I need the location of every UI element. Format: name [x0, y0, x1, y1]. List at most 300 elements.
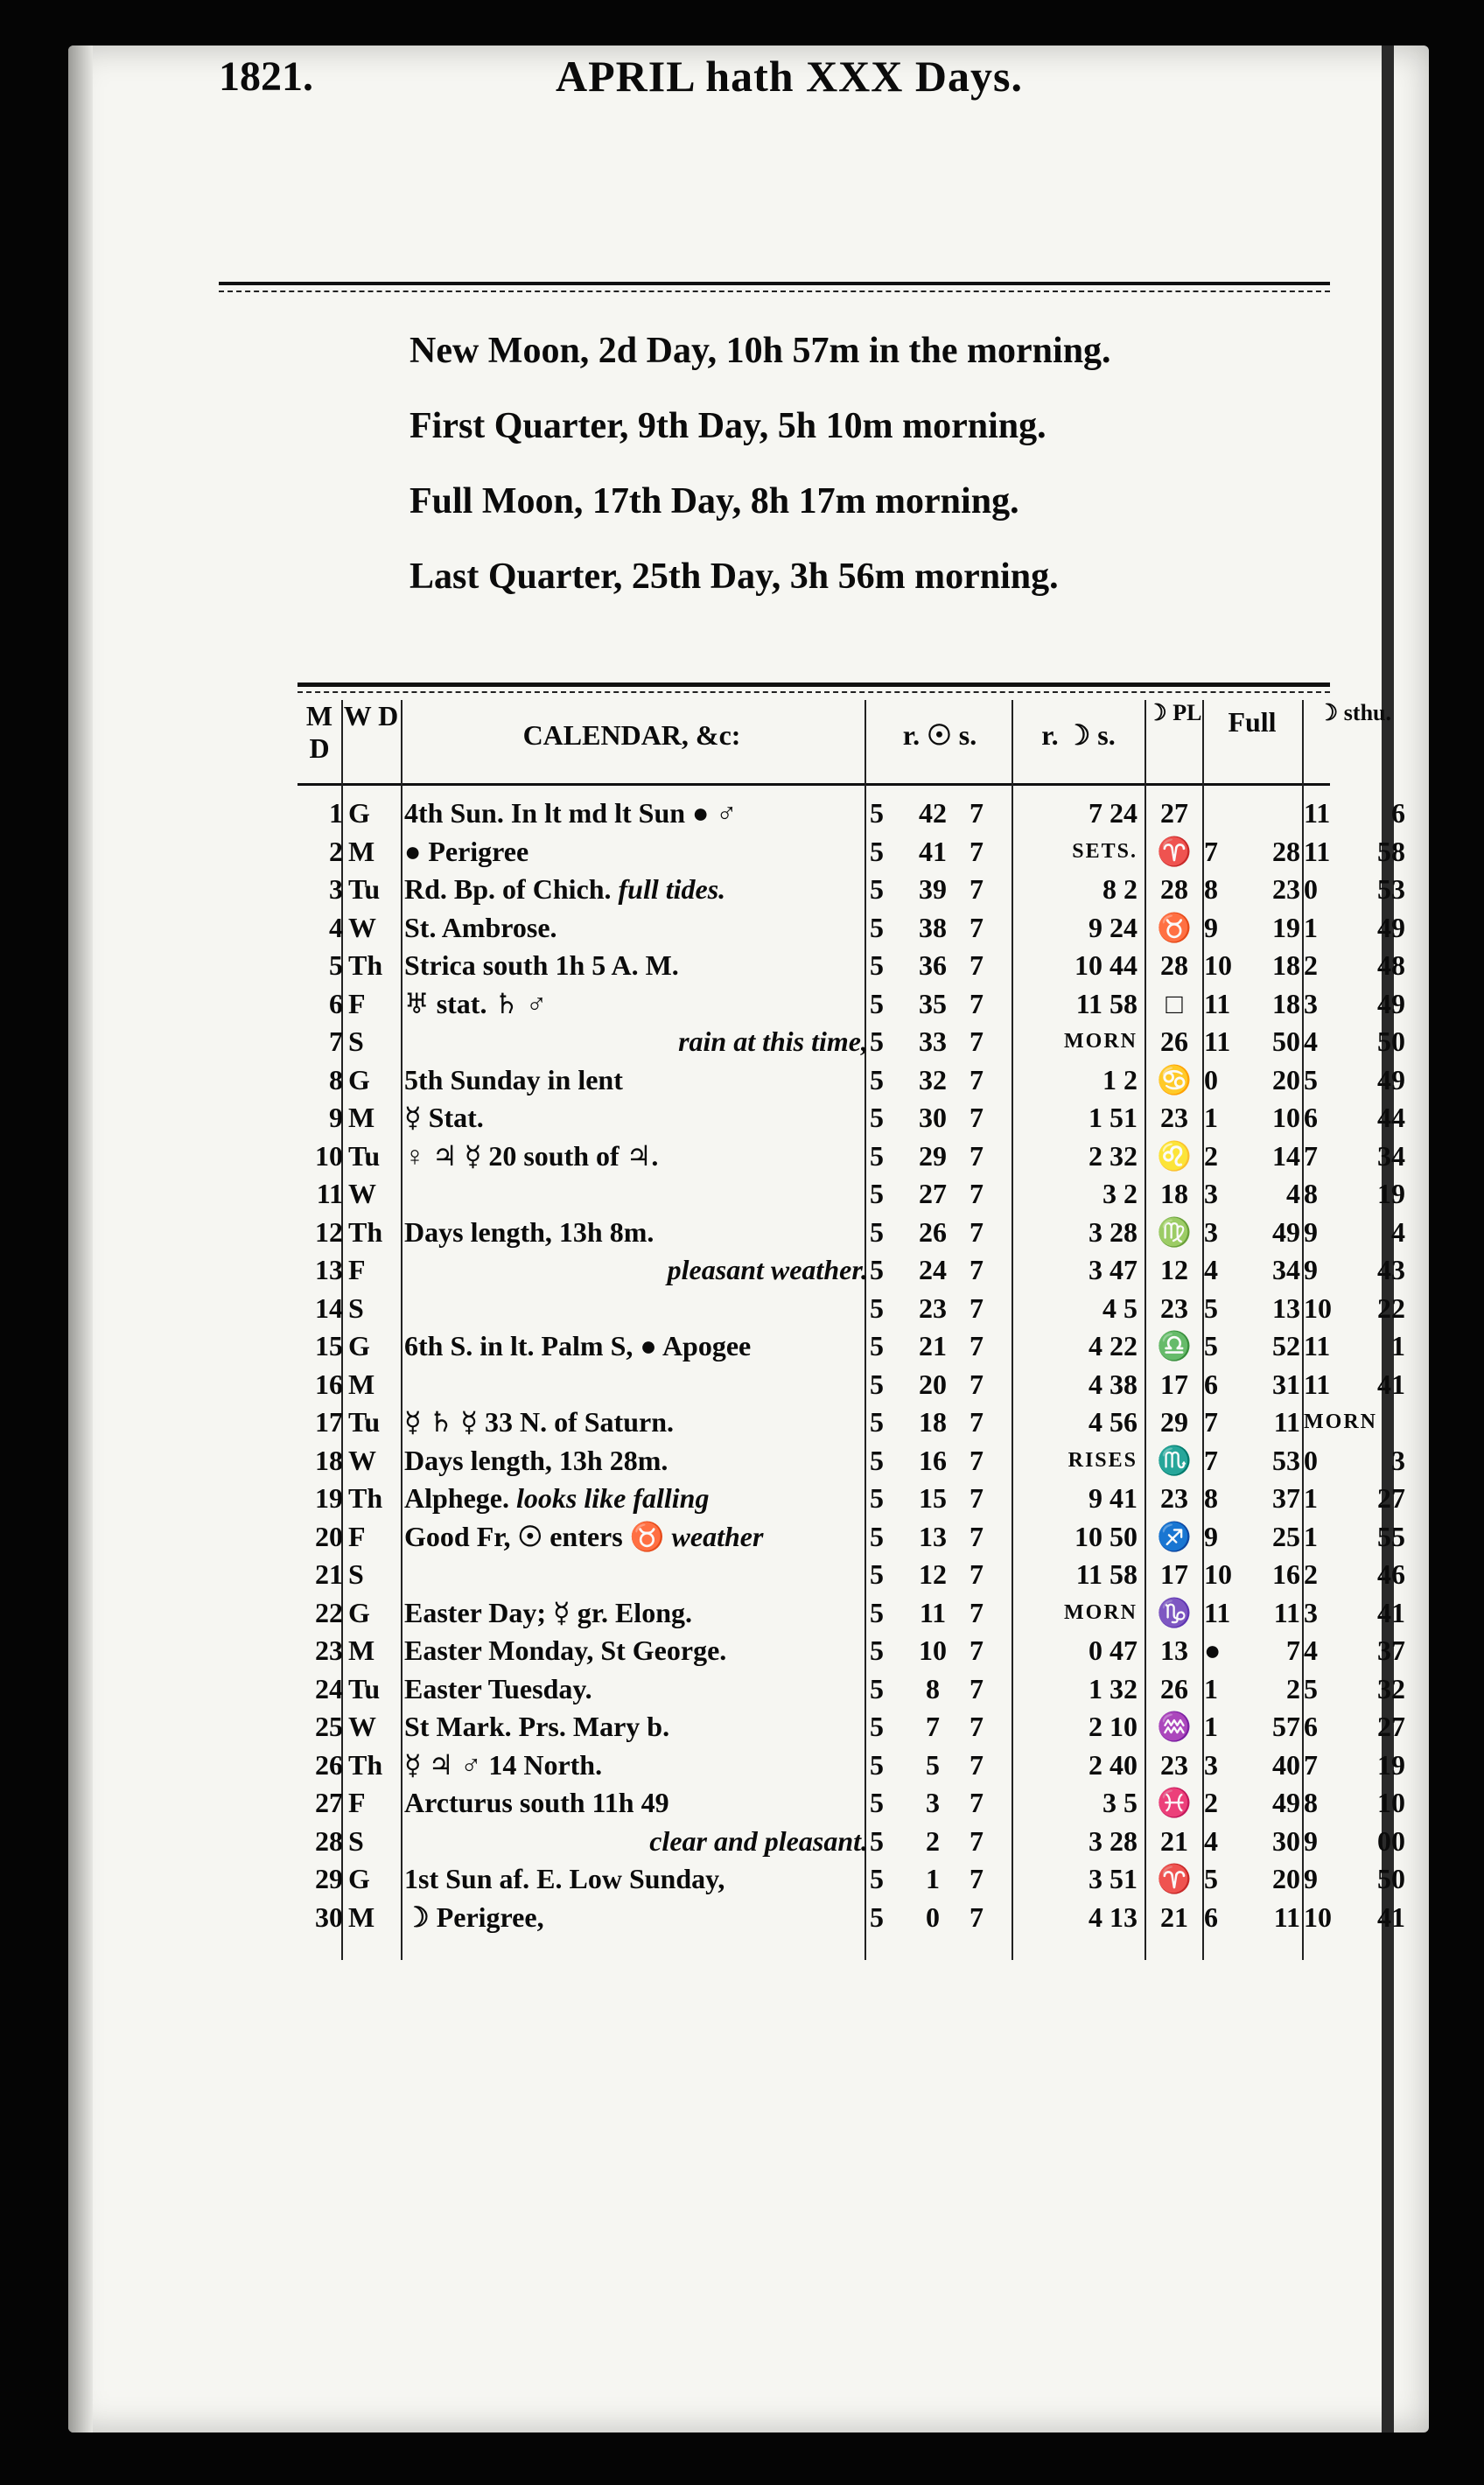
cell-ssh: 7 — [970, 949, 984, 981]
cell-wd: Th — [348, 1748, 383, 1781]
cell-fm: 50 — [1272, 1026, 1300, 1057]
table-row — [0, 1708, 1484, 1746]
cell-fh: 5 — [1204, 1292, 1218, 1324]
cell-wd: W — [348, 1444, 376, 1476]
cell-sm: 34 — [1377, 1139, 1405, 1172]
cell-sm: 43 — [1377, 1254, 1405, 1285]
cell-mr: 3 28 — [1088, 1824, 1138, 1857]
cell-mp: ♈ — [1157, 1863, 1192, 1894]
cell-md: 5 — [329, 949, 343, 981]
cell-fm: 11 — [1273, 1406, 1300, 1438]
cell-mr: 10 50 — [1074, 1520, 1138, 1552]
cell-calendar — [404, 985, 868, 1023]
cell-ssh: 7 — [970, 797, 984, 829]
cell-mr: MORN — [1064, 1030, 1138, 1053]
cell-ssh: 7 — [970, 1254, 984, 1285]
cell-sm: 4 — [1391, 1215, 1405, 1248]
cell-fh: 3 — [1204, 1178, 1218, 1209]
cell-srm: 21 — [919, 1330, 947, 1362]
cell-sh: 2 — [1304, 949, 1318, 981]
cell-sm: 49 — [1377, 987, 1405, 1019]
cell-wd: M — [348, 1368, 375, 1400]
cell-fh: 1 — [1204, 1102, 1218, 1133]
cell-md: 9 — [329, 1102, 343, 1133]
cell-ssh: 7 — [970, 1634, 984, 1666]
cell-srm: 20 — [919, 1368, 947, 1400]
table-row — [0, 1214, 1484, 1251]
cell-wd: W — [348, 1711, 376, 1742]
cell-mr: 7 24 — [1088, 797, 1138, 829]
cell-mr: 4 5 — [1102, 1292, 1138, 1324]
cell-sh: 9 — [1304, 1254, 1318, 1285]
cell-sm: 41 — [1377, 1368, 1405, 1400]
cell-ssh: 7 — [970, 1215, 984, 1248]
header-rule-dashed — [219, 290, 1330, 292]
col-header-calendar: CALENDAR, &c: — [522, 719, 741, 751]
cell-fm: 40 — [1272, 1748, 1300, 1781]
cell-fh: ● — [1204, 1634, 1222, 1666]
cell-fm: 4 — [1286, 1178, 1300, 1209]
cell-mp: 23 — [1160, 1748, 1188, 1781]
cell-fm: 11 — [1273, 1596, 1300, 1628]
cell-srh: 5 — [870, 1444, 884, 1476]
table-row — [0, 1175, 1484, 1213]
cell-sh: 6 — [1304, 1102, 1318, 1133]
cell-fh: 4 — [1204, 1254, 1218, 1285]
cell-fm: 49 — [1272, 1215, 1300, 1248]
cell-fh: 10 — [1204, 949, 1232, 981]
cell-mr: 2 10 — [1088, 1711, 1138, 1742]
cell-ssh: 7 — [970, 1292, 984, 1324]
cell-srh: 5 — [870, 987, 884, 1019]
cell-mr: 4 13 — [1088, 1900, 1138, 1933]
page-year: 1821. — [219, 53, 313, 100]
cell-calendar — [404, 1214, 868, 1251]
cell-mr: 2 40 — [1088, 1748, 1138, 1781]
cell-sm: 32 — [1377, 1672, 1405, 1704]
cell-srh: 5 — [870, 797, 884, 829]
cell-mr: 3 51 — [1088, 1863, 1138, 1894]
cell-wd: Tu — [348, 1672, 381, 1704]
cell-sh: 11 — [1304, 835, 1331, 867]
cell-mp: 26 — [1160, 1026, 1188, 1057]
cell-calendar — [404, 1404, 868, 1441]
cell-sm: 48 — [1377, 949, 1405, 981]
cell-srh: 5 — [870, 1026, 884, 1057]
cell-fh: 0 — [1204, 1063, 1218, 1096]
cell-fh: 6 — [1204, 1900, 1218, 1933]
cell-fh: 2 — [1204, 1139, 1218, 1172]
cell-sh: 7 — [1304, 1139, 1318, 1172]
cell-fm: 30 — [1272, 1824, 1300, 1857]
cell-calendar — [404, 1327, 868, 1365]
weather-note: pleasant weather. — [667, 1254, 868, 1285]
cell-calendar — [404, 1670, 868, 1708]
cell-fm: 28 — [1272, 835, 1300, 867]
cell-md: 6 — [329, 987, 343, 1019]
cell-sh: MORN — [1304, 1410, 1377, 1433]
cell-wd: Th — [348, 1482, 383, 1514]
cell-srh: 5 — [870, 1292, 884, 1324]
cell-calendar — [404, 833, 868, 871]
cell-mp: 23 — [1160, 1102, 1188, 1133]
cell-wd: S — [348, 1026, 364, 1057]
cell-fh: 7 — [1204, 1406, 1218, 1438]
cell-fh: 4 — [1204, 1824, 1218, 1857]
table-row — [0, 871, 1484, 908]
calendar-note: St. Ambrose. — [404, 911, 557, 943]
weather-note: clear and pleasant. — [649, 1824, 868, 1857]
cell-srh: 5 — [870, 1863, 884, 1894]
table-row — [0, 833, 1484, 871]
calendar-note: ● Perigree — [404, 835, 529, 867]
cell-sm: 27 — [1377, 1711, 1405, 1742]
cell-sm: 50 — [1377, 1026, 1405, 1057]
cell-srh: 5 — [870, 1139, 884, 1172]
cell-fh: 11 — [1204, 1026, 1231, 1057]
table-row — [0, 1670, 1484, 1708]
table-row — [0, 1023, 1484, 1060]
cell-srh: 5 — [870, 1368, 884, 1400]
cell-fm: 19 — [1272, 911, 1300, 943]
cell-wd: S — [348, 1824, 364, 1857]
table-row — [0, 1099, 1484, 1137]
cell-calendar — [404, 1480, 868, 1517]
cell-srm: 30 — [919, 1102, 947, 1133]
cell-mr: 4 22 — [1088, 1330, 1138, 1362]
cell-mp: ♓ — [1157, 1787, 1192, 1818]
cell-srh: 5 — [870, 1406, 884, 1438]
cell-fh: 3 — [1204, 1748, 1218, 1781]
cell-ssh: 7 — [970, 1330, 984, 1362]
calendar-note: ☿ ♄ ☿ 33 N. of Saturn. — [404, 1406, 674, 1438]
cell-srh: 5 — [870, 1102, 884, 1133]
cell-ssh: 7 — [970, 1824, 984, 1857]
col-header-sun: r. ☉ s. — [902, 719, 977, 751]
cell-mp: 21 — [1160, 1900, 1188, 1933]
cell-md: 16 — [315, 1368, 343, 1400]
calendar-note: Easter Tuesday. — [404, 1672, 592, 1704]
cell-md: 3 — [329, 873, 343, 905]
cell-fm: 34 — [1272, 1254, 1300, 1285]
cell-wd: M — [348, 835, 375, 867]
cell-md: 30 — [315, 1900, 343, 1933]
cell-mp: 23 — [1160, 1292, 1188, 1324]
cell-wd: G — [348, 1330, 370, 1362]
cell-calendar — [404, 1251, 868, 1289]
table-row — [0, 1327, 1484, 1365]
cell-fm: 57 — [1272, 1711, 1300, 1742]
cell-sh: 9 — [1304, 1863, 1318, 1894]
cell-sm: 41 — [1377, 1596, 1405, 1628]
cell-sm: 1 — [1391, 1330, 1405, 1362]
cell-srm: 35 — [919, 987, 947, 1019]
cell-srh: 5 — [870, 1900, 884, 1933]
calendar-note: St Mark. Prs. Mary b. — [404, 1711, 670, 1742]
table-row — [0, 1404, 1484, 1441]
calendar-note: Rd. Bp. of Chich. — [404, 873, 612, 905]
cell-md: 14 — [315, 1292, 343, 1324]
cell-srm: 1 — [926, 1863, 940, 1894]
cell-md: 11 — [316, 1178, 343, 1209]
cell-srh: 5 — [870, 835, 884, 867]
cell-calendar — [404, 1442, 868, 1480]
cell-sh: 10 — [1304, 1900, 1332, 1933]
cell-fm: 53 — [1272, 1444, 1300, 1476]
cell-mr: 1 32 — [1088, 1672, 1138, 1704]
cell-srm: 24 — [919, 1254, 947, 1285]
cell-sm: 41 — [1377, 1900, 1405, 1933]
cell-fm: 13 — [1272, 1292, 1300, 1324]
cell-ssh: 7 — [970, 1063, 984, 1096]
cell-srh: 5 — [870, 1330, 884, 1362]
cell-fm: 49 — [1272, 1787, 1300, 1818]
cell-wd: S — [348, 1558, 364, 1590]
cell-srm: 18 — [919, 1406, 947, 1438]
cell-wd: M — [348, 1634, 375, 1666]
cell-srh: 5 — [870, 1672, 884, 1704]
cell-sm: 55 — [1377, 1520, 1405, 1552]
cell-fm: 2 — [1286, 1672, 1300, 1704]
calendar-note: Arcturus south 11h 49 — [404, 1787, 669, 1818]
cell-srm: 26 — [919, 1215, 947, 1248]
table-row — [0, 1746, 1484, 1784]
cell-sm: 3 — [1391, 1444, 1405, 1476]
cell-calendar — [404, 1061, 868, 1099]
cell-mr: 4 56 — [1088, 1406, 1138, 1438]
cell-srh: 5 — [870, 1596, 884, 1628]
cell-sh: 11 — [1304, 1368, 1331, 1400]
table-rule — [298, 682, 1330, 687]
phase-first-quarter: First Quarter, 9th Day, 5h 10m morning. — [410, 406, 1046, 446]
table-row — [0, 1138, 1484, 1175]
cell-mr: 11 58 — [1075, 987, 1138, 1019]
calendar-note: 6th S. in lt. Palm S, ● Apogee — [404, 1330, 752, 1362]
cell-sm: 10 — [1377, 1787, 1405, 1818]
cell-srm: 38 — [919, 911, 947, 943]
col-header-south: ☽ sthu. — [1317, 700, 1391, 725]
cell-srh: 5 — [870, 1748, 884, 1781]
cell-sh: 11 — [1304, 797, 1331, 829]
cell-srh: 5 — [870, 1634, 884, 1666]
cell-calendar — [404, 1899, 868, 1936]
calendar-note: Alphege. — [404, 1482, 509, 1514]
calendar-note: ☿ ♃ ♂ 14 North. — [404, 1748, 603, 1781]
cell-md: 27 — [315, 1787, 343, 1818]
cell-srm: 36 — [919, 949, 947, 981]
cell-calendar — [404, 1138, 868, 1175]
cell-mr: MORN — [1064, 1600, 1138, 1624]
cell-mp: ♑ — [1157, 1596, 1192, 1628]
cell-ssh: 7 — [970, 911, 984, 943]
cell-fh: 11 — [1204, 1596, 1231, 1628]
calendar-note: Days length, 13h 8m. — [404, 1215, 654, 1248]
calendar-note: Easter Monday, St George. — [404, 1634, 727, 1666]
cell-sh: 11 — [1304, 1330, 1331, 1362]
cell-sh: 3 — [1304, 987, 1318, 1019]
cell-md: 20 — [315, 1520, 343, 1552]
cell-srm: 16 — [919, 1444, 947, 1476]
weather-note: looks like falling — [509, 1482, 710, 1514]
weather-note: rain at this time, — [678, 1026, 868, 1057]
cell-fm: 7 — [1286, 1634, 1300, 1666]
cell-srm: 27 — [919, 1178, 947, 1209]
cell-md: 12 — [315, 1215, 343, 1248]
cell-ssh: 7 — [970, 1139, 984, 1172]
header-rule — [219, 282, 1330, 285]
table-row — [0, 1594, 1484, 1632]
cell-wd: W — [348, 911, 376, 943]
cell-md: 17 — [315, 1406, 343, 1438]
cell-wd: G — [348, 1863, 370, 1894]
cell-srh: 5 — [870, 1711, 884, 1742]
cell-wd: S — [348, 1292, 364, 1324]
cell-fm: 25 — [1272, 1520, 1300, 1552]
cell-fh: 8 — [1204, 873, 1218, 905]
cell-sh: 2 — [1304, 1558, 1318, 1590]
cell-fm: 31 — [1272, 1368, 1300, 1400]
cell-sm: 46 — [1377, 1558, 1405, 1590]
cell-mp: 28 — [1160, 873, 1188, 905]
cell-srh: 5 — [870, 1215, 884, 1248]
cell-md: 10 — [315, 1139, 343, 1172]
table-row — [0, 1632, 1484, 1670]
cell-sm: 6 — [1391, 797, 1405, 829]
cell-mr: 3 2 — [1102, 1178, 1138, 1209]
cell-mr: 9 41 — [1088, 1482, 1138, 1514]
cell-wd: F — [348, 1254, 366, 1285]
cell-srm: 41 — [919, 835, 947, 867]
cell-fm: 23 — [1272, 873, 1300, 905]
cell-sh: 5 — [1304, 1672, 1318, 1704]
cell-ssh: 7 — [970, 987, 984, 1019]
cell-mp: 17 — [1160, 1558, 1188, 1590]
cell-mr: 10 44 — [1074, 949, 1138, 981]
cell-fh: 5 — [1204, 1863, 1218, 1894]
cell-fh: 11 — [1204, 987, 1231, 1019]
cell-calendar — [404, 1518, 868, 1556]
cell-fm: 16 — [1272, 1558, 1300, 1590]
cell-mr: 1 2 — [1102, 1063, 1138, 1096]
calendar-note: Good Fr, ☉ enters ♉ — [404, 1520, 665, 1552]
cell-fm: 11 — [1273, 1900, 1300, 1933]
cell-mp: 17 — [1160, 1368, 1188, 1400]
cell-sm: 22 — [1377, 1292, 1405, 1324]
col-header-moon: r. ☽ s. — [1041, 719, 1116, 751]
cell-ssh: 7 — [970, 1863, 984, 1894]
cell-md: 22 — [315, 1596, 343, 1628]
cell-wd: Tu — [348, 873, 381, 905]
cell-srm: 29 — [919, 1139, 947, 1172]
cell-calendar — [404, 794, 868, 832]
cell-fh: 7 — [1204, 1444, 1218, 1476]
cell-calendar — [404, 1823, 868, 1860]
cell-ssh: 7 — [970, 1178, 984, 1209]
cell-mp: ♒ — [1157, 1711, 1192, 1742]
cell-sh: 8 — [1304, 1178, 1318, 1209]
cell-md: 25 — [315, 1711, 343, 1742]
cell-mp: □ — [1166, 987, 1183, 1019]
cell-srm: 13 — [919, 1520, 947, 1552]
calendar-note: Strica south 1h 5 A. M. — [404, 949, 679, 981]
cell-mr: SETS. — [1072, 839, 1138, 863]
cell-md: 2 — [329, 835, 343, 867]
cell-sm: 37 — [1377, 1634, 1405, 1666]
cell-sh: 1 — [1304, 1520, 1318, 1552]
weather-note: full tides. — [611, 873, 726, 905]
table-row — [0, 1442, 1484, 1480]
cell-ssh: 7 — [970, 1444, 984, 1476]
cell-mp: ♌ — [1157, 1139, 1192, 1172]
cell-srm: 23 — [919, 1292, 947, 1324]
cell-fh: 5 — [1204, 1330, 1218, 1362]
cell-calendar — [404, 909, 868, 947]
table-row — [0, 1556, 1484, 1593]
cell-srh: 5 — [870, 873, 884, 905]
cell-srh: 5 — [870, 1178, 884, 1209]
cell-srm: 39 — [919, 873, 947, 905]
cell-sm: 27 — [1377, 1482, 1405, 1514]
cell-srm: 5 — [926, 1748, 940, 1781]
cell-sh: 1 — [1304, 911, 1318, 943]
cell-srm: 15 — [919, 1482, 947, 1514]
table-row — [0, 1290, 1484, 1327]
cell-srh: 5 — [870, 1558, 884, 1590]
cell-mr: 3 28 — [1088, 1215, 1138, 1248]
cell-mp: ♎ — [1157, 1330, 1192, 1362]
cell-calendar — [404, 1632, 868, 1670]
cell-fh: 1 — [1204, 1672, 1218, 1704]
cell-sh: 0 — [1304, 1444, 1318, 1476]
cell-wd: G — [348, 1596, 370, 1628]
cell-calendar — [404, 947, 868, 984]
cell-calendar — [404, 1746, 868, 1784]
table-row — [0, 1061, 1484, 1099]
cell-sm: 53 — [1377, 873, 1405, 905]
cell-fh: 9 — [1204, 1520, 1218, 1552]
cell-md: 8 — [329, 1063, 343, 1096]
phase-new-moon: New Moon, 2d Day, 10h 57m in the morning. — [410, 331, 1111, 371]
moon-phases — [410, 313, 1328, 614]
cell-wd: Tu — [348, 1406, 381, 1438]
cell-sh: 3 — [1304, 1596, 1318, 1628]
table-row — [0, 1518, 1484, 1556]
calendar-note: 5th Sunday in lent — [404, 1063, 623, 1096]
cell-calendar — [404, 1784, 868, 1822]
cell-md: 1 — [329, 797, 343, 829]
cell-srm: 32 — [919, 1063, 947, 1096]
cell-ssh: 7 — [970, 1900, 984, 1933]
table-row — [0, 1366, 1484, 1404]
table-row — [0, 794, 1484, 832]
cell-srm: 0 — [926, 1900, 940, 1933]
cell-srm: 42 — [919, 797, 947, 829]
cell-srh: 5 — [870, 1824, 884, 1857]
cell-fh: 1 — [1204, 1711, 1218, 1742]
cell-sm: 58 — [1377, 835, 1405, 867]
cell-mp: 13 — [1160, 1634, 1188, 1666]
table-rule-dashed — [298, 691, 1330, 693]
cell-sh: 7 — [1304, 1748, 1318, 1781]
cell-mp: 27 — [1160, 797, 1188, 829]
cell-srh: 5 — [870, 911, 884, 943]
cell-srm: 2 — [926, 1824, 940, 1857]
cell-wd: M — [348, 1102, 375, 1133]
col-header-moon-place: ☽ PL — [1146, 700, 1202, 725]
cell-ssh: 7 — [970, 873, 984, 905]
cell-sm: 19 — [1377, 1178, 1405, 1209]
cell-fh: 6 — [1204, 1368, 1218, 1400]
